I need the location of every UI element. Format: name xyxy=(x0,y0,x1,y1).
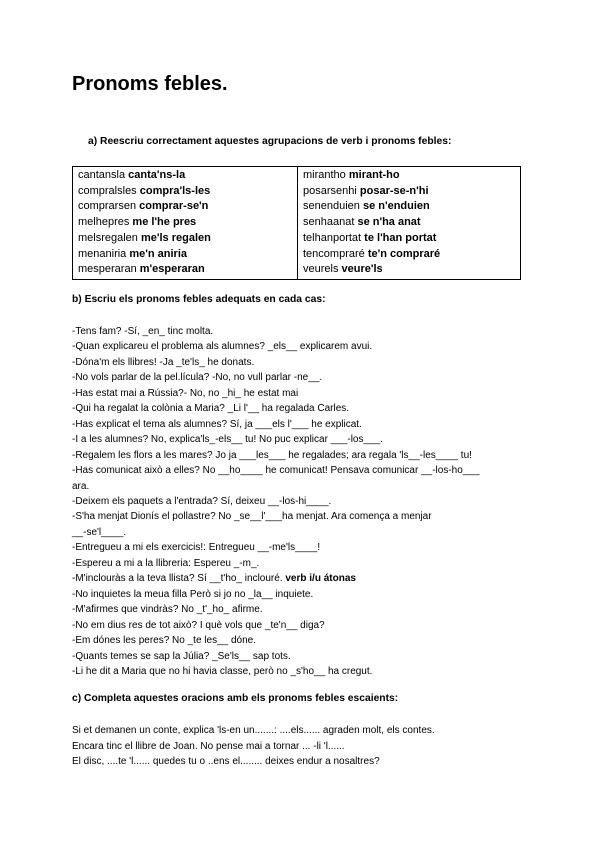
wrong-form: senhaanat xyxy=(303,216,355,229)
completion-sentence: Si et demanen un conte, explica 'ls-en un.......: ....els...... agraden molt, els contes. xyxy=(72,725,435,736)
correct-form: posar-se-n'hi xyxy=(359,184,429,197)
exercise-line xyxy=(72,633,530,648)
correct-form: comprar-se'n xyxy=(139,200,209,213)
exercise-text: -Em dónes les peres? No _te les__ dóne. xyxy=(72,635,256,647)
wrong-form: posarsenhi xyxy=(303,184,357,197)
wrong-form: veurels xyxy=(303,263,339,276)
section-b-exercises xyxy=(72,324,530,679)
table-row xyxy=(73,231,521,247)
section-c-heading: c) Completa aquestes oracions amb els pronoms febles escaients: xyxy=(72,693,399,704)
section-c-sentences xyxy=(72,723,530,770)
exercise-line xyxy=(72,401,530,416)
table-cell xyxy=(298,262,521,279)
table-cell xyxy=(73,215,298,231)
wrong-form: melsregalen xyxy=(78,231,138,244)
completion-sentence: Encara tinc el llibre de Joan. No pense mai a tornar ... -li 'l...... xyxy=(72,740,345,752)
table-row xyxy=(73,167,521,184)
exercise-line xyxy=(72,540,530,555)
exercise-text: __-se'l____. xyxy=(72,526,127,538)
correct-form: compra'ls-les xyxy=(139,184,211,197)
exercise-line xyxy=(72,339,530,354)
exercise-text: -No inquietes la meua filla Però si jo no _la__ inquiete. xyxy=(72,588,314,600)
correct-form: m'esperaran xyxy=(139,263,205,276)
table-cell xyxy=(73,184,298,200)
table-row xyxy=(73,262,521,279)
wrong-form: melhepres xyxy=(78,216,130,229)
exercise-line xyxy=(72,463,530,478)
exercise-text: ara. xyxy=(72,480,90,492)
exercise-line xyxy=(72,649,530,664)
exercise-text: -I a les alumnes? No, explica'ls_-els__ tu! No puc explicar ___-los___. xyxy=(72,434,383,446)
section-b-heading: b) Escriu els pronoms febles adequats en cada cas: xyxy=(72,294,326,305)
table-row xyxy=(73,199,521,215)
wrong-form: senenduien xyxy=(303,200,360,213)
table-row xyxy=(73,247,521,263)
exercise-line xyxy=(72,324,530,339)
correct-form: me'ls regalen xyxy=(140,231,211,244)
page-title: Pronoms febles. xyxy=(72,73,228,95)
correct-form: se n'ha anat xyxy=(357,216,421,229)
exercise-text: -Has explicat el tema als alumnes? Sí, ja ___els l'___ he explicat. xyxy=(72,418,362,430)
exercise-line xyxy=(72,664,530,679)
exercise-text: -Qui ha regalat la colònia a Maria? _Li l'__ ha regalada Carles. xyxy=(72,403,350,415)
table-cell xyxy=(298,199,521,215)
table-cell xyxy=(73,199,298,215)
correct-form: se n'enduien xyxy=(362,200,430,213)
exercise-line xyxy=(72,355,530,370)
exercise-line xyxy=(72,386,530,401)
table-cell xyxy=(73,262,298,279)
exercise-text: -M'afirmes que vindràs? No _t'_ho_ afirme. xyxy=(72,604,263,616)
annotation-note: verb i/u átonas xyxy=(285,573,356,585)
exercise-text: -Quan explicareu el problema als alumnes? _els__ explicarem avui. xyxy=(72,341,373,353)
exercise-line xyxy=(72,370,530,385)
correct-form: te'n compraré xyxy=(367,247,441,260)
exercise-line xyxy=(72,525,530,540)
table-cell xyxy=(298,215,521,231)
table-cell xyxy=(73,167,298,184)
table-row xyxy=(73,215,521,231)
wrong-form: menaniria xyxy=(78,247,127,260)
table-cell xyxy=(298,184,521,200)
completion-sentence: El disc, ....te 'l...... quedes tu o ..ens el........ deixes endur a nosaltres? xyxy=(72,756,380,767)
table-cell xyxy=(298,231,521,247)
exercise-text: -Has comunicat això a elles? No __ho____ he comunicat! Pensava comunicar __-los-ho___ xyxy=(72,465,480,477)
correct-form: te l'han portat xyxy=(364,231,437,244)
exercise-line xyxy=(72,448,530,463)
exercise-line xyxy=(72,479,530,494)
wrong-form: tencompraré xyxy=(303,247,365,260)
exercise-text: -Regalem les flors a les mares? Jo ja ___les___ he regalades; ara regala 'ls__-les____ tu! xyxy=(72,449,472,461)
wrong-form: mesperaran xyxy=(78,263,137,276)
exercise-text: -Deixem els paquets a l'entrada? Sí, deixeu __-los-hi____. xyxy=(72,495,332,507)
exercise-text: -Tens fam? -Sí, _en_ tinc molta. xyxy=(72,326,214,337)
table-cell xyxy=(298,247,521,263)
table-row xyxy=(73,184,521,200)
exercise-text: -Espereu a mi a la llibreria: Espereu _-m_. xyxy=(72,557,260,569)
exercise-text: -Dóna'm els llibres! -Ja _te'ls_ he donats. xyxy=(72,356,255,368)
wrong-form: cantansla xyxy=(78,169,126,181)
exercise-text: -Li he dit a Maria que no hi havia classe, però no _s'ho__ ha cregut. xyxy=(72,665,373,677)
wrong-form: comprarsen xyxy=(78,200,137,213)
exercise-text: -No em dius res de tot això? I què vols que _te'n__ diga? xyxy=(72,619,325,631)
wrong-form: telhanportat xyxy=(303,231,362,244)
exercise-text: -S'ha menjat Dionís el pollastre? No _se__l'___ha menjat. Ara comença a menjar xyxy=(72,511,432,523)
exercise-line xyxy=(72,602,530,617)
exercise-line xyxy=(72,587,530,602)
exercise-text: -Entregueu a mi els exercicis!: Entregueu __-me'ls____! xyxy=(72,542,321,554)
table-cell xyxy=(73,247,298,263)
table-cell xyxy=(298,167,521,184)
exercise-text: -Quants temes se sap la Júlia? _Se'ls__ sap tots. xyxy=(72,650,291,662)
exercise-text: -No vols parlar de la pel.lícula? -No, no vull parlar -ne__. xyxy=(72,372,323,384)
exercise-line xyxy=(72,556,530,571)
exercise-text: -M'inclouràs a la teva llista? Sí __t'ho_ inclouré. xyxy=(72,573,283,585)
exercise-line xyxy=(72,509,530,524)
verb-pronoun-table xyxy=(72,166,521,280)
correct-form: canta'ns-la xyxy=(128,169,186,181)
correct-form: me l'he pres xyxy=(132,216,197,229)
exercise-text: -Has estat mai a Rússia?- No, no _hi_ he estat mai xyxy=(72,387,299,399)
exercise-line xyxy=(72,618,530,633)
wrong-form: mirantho xyxy=(303,169,346,181)
exercise-line xyxy=(72,494,530,509)
correct-form: mirant-ho xyxy=(348,169,400,181)
table-cell xyxy=(73,231,298,247)
wrong-form: compralsles xyxy=(78,184,137,197)
correct-form: me'n aniria xyxy=(129,247,188,260)
section-a-heading: a) Reescriu correctament aquestes agrupacions de verb i pronoms febles: xyxy=(88,136,452,147)
correct-form: veure'ls xyxy=(341,263,383,276)
exercise-line xyxy=(72,417,530,432)
exercise-line xyxy=(72,571,530,586)
exercise-line xyxy=(72,432,530,447)
